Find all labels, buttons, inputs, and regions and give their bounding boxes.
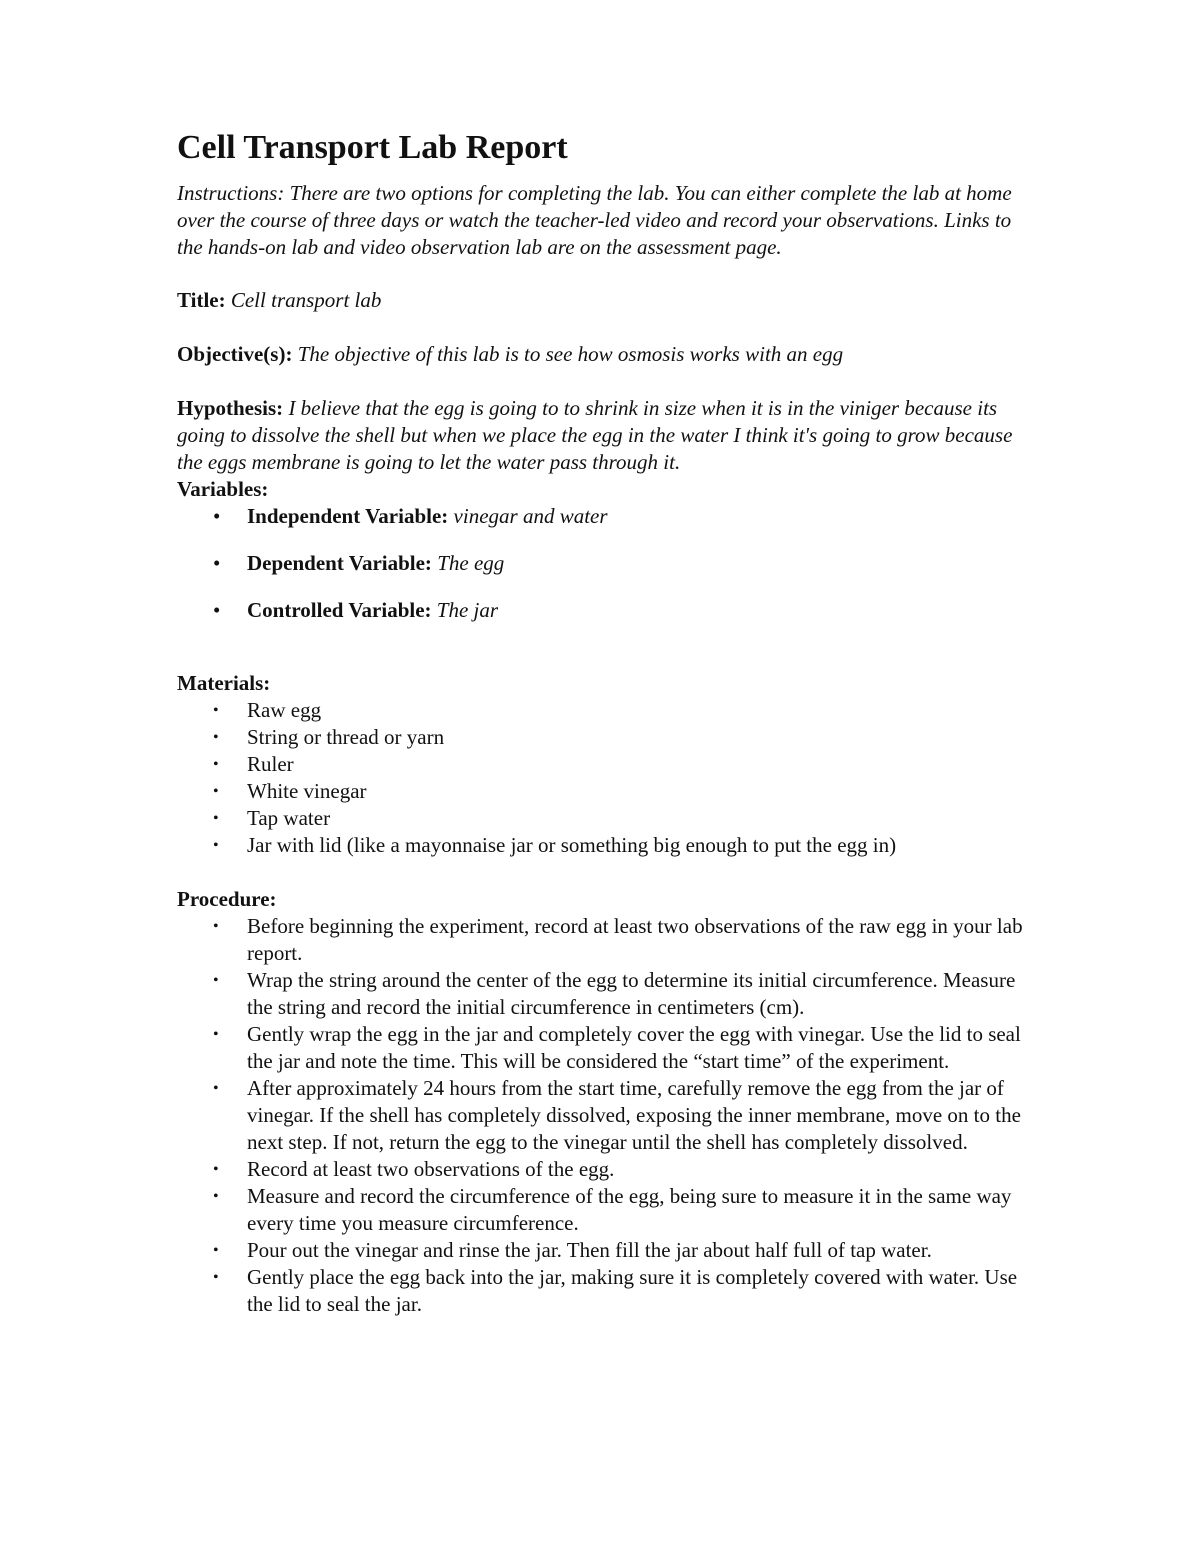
procedure-step-text: Wrap the string around the center of the egg to determine its initial circumference. Measure the string and record the initial circumference in centimeters (cm). [247,968,1016,1019]
materials-heading: Materials: [177,671,271,695]
procedure-step-text: Gently wrap the egg in the jar and completely cover the egg with vinegar. Use the lid to seal the jar and note the time. This will be considered the “start time” of the experiment. [247,1022,1021,1073]
bullet-icon: • [213,598,221,622]
procedure-step-text: After approximately 24 hours from the start time, carefully remove the egg from the jar of vinegar. If the shell has completely dissolved, exposing the inner membrane, move on to the next step. If not, return the egg to the vinegar until the shell has completely dissolved. [247,1076,1021,1154]
document-page [177,126,1037,1345]
variables-heading: Variables: [177,477,269,501]
bullet-icon: • [213,972,219,989]
list-item [177,1156,1037,1183]
bullet-icon: • [213,702,219,719]
bullet-icon: • [213,729,219,746]
list-item [177,724,1037,751]
list-item [177,778,1037,805]
list-item [177,1183,1037,1237]
bullet-icon: • [213,1188,219,1205]
list-item [177,1021,1037,1075]
material-text: Ruler [247,752,294,776]
bullet-icon: • [213,504,221,528]
procedure-step-text: Before beginning the experiment, record at least two observations of the raw egg in your lab report. [247,914,1023,965]
variables-list [177,503,1037,624]
title-field [177,287,1037,314]
list-item [177,967,1037,1021]
variable-label: Dependent Variable: [247,551,432,575]
variable-value: The egg [437,551,505,575]
list-item [177,832,1037,859]
objective-value: The objective of this lab is to see how osmosis works with an egg [297,342,844,366]
title-label: Title: [177,288,226,312]
hypothesis-field [177,395,1037,476]
list-item [177,1264,1037,1318]
title-value: Cell transport lab [230,288,382,312]
list-item [177,913,1037,967]
materials-list [177,697,1037,859]
procedure-step-text: Gently place the egg back into the jar, making sure it is completely covered with water. Use the lid to seal the jar. [247,1265,1018,1316]
bullet-icon: • [213,1242,219,1259]
procedure-step-text: Record at least two observations of the egg. [247,1157,615,1181]
bullet-icon: • [213,918,219,935]
list-item [177,805,1037,832]
material-text: String or thread or yarn [247,725,445,749]
material-text: White vinegar [247,779,367,803]
bullet-icon: • [213,756,219,773]
procedure-step-text: Pour out the vinegar and rinse the jar. Then fill the jar about half full of tap water. [247,1238,932,1262]
hypothesis-value: I believe that the egg is going to to shrink in size when it is in the viniger because its going to dissolve the shell but when we place the egg in the water I think it's going to grow because the eggs membrane is going to let the water pass through it. [177,396,1013,474]
variable-item-dependent [177,550,1037,577]
variable-item-controlled [177,597,1037,624]
bullet-icon: • [213,551,221,575]
objective-field [177,341,1037,368]
procedure-list [177,913,1037,1318]
bullet-icon: • [213,1161,219,1178]
bullet-icon: • [213,1269,219,1286]
variable-label: Controlled Variable: [247,598,432,622]
variable-label: Independent Variable: [247,504,449,528]
document-title: Cell Transport Lab Report [177,129,568,166]
instructions-paragraph: Instructions: There are two options for completing the lab. You can either complete the lab at home over the course of three days or watch the teacher-led video and record your observations. Links to the hands-on lab and video observation lab are on the assessment page. [177,181,1012,259]
bullet-icon: • [213,783,219,800]
material-text: Tap water [247,806,331,830]
list-item [177,1075,1037,1156]
material-text: Raw egg [247,698,322,722]
variable-value: The jar [436,598,499,622]
list-item [177,1237,1037,1264]
hypothesis-label: Hypothesis: [177,396,284,420]
spacer [177,651,1037,670]
material-text: Jar with lid (like a mayonnaise jar or something big enough to put the egg in) [247,833,897,857]
list-item [177,697,1037,724]
procedure-step-text: Measure and record the circumference of the egg, being sure to measure it in the same way every time you measure circumference. [247,1184,1012,1235]
variable-value: vinegar and water [453,504,608,528]
procedure-heading: Procedure: [177,887,277,911]
bullet-icon: • [213,1026,219,1043]
objective-label: Objective(s): [177,342,293,366]
list-item [177,751,1037,778]
bullet-icon: • [213,810,219,827]
bullet-icon: • [213,837,219,854]
bullet-icon: • [213,1080,219,1097]
variable-item-independent [177,503,1037,530]
